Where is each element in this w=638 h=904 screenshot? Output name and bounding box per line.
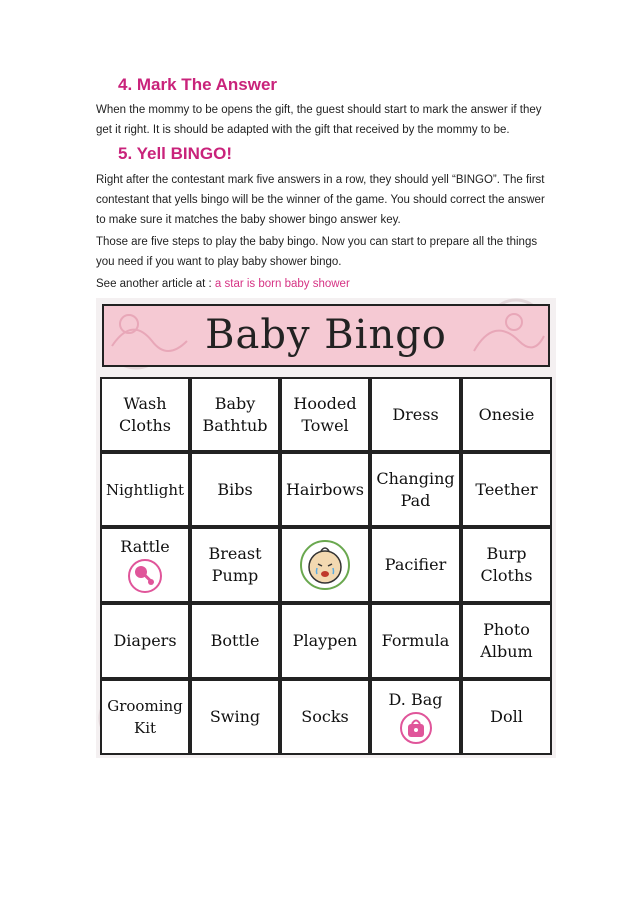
cell-label: Wash Cloths: [119, 393, 171, 435]
bingo-cell: [280, 603, 370, 679]
heading-mark-answer: 4. Mark The Answer: [118, 75, 278, 94]
cell-label: Dress: [392, 404, 439, 424]
see-also-line: [96, 274, 546, 294]
bingo-cell: [190, 377, 280, 452]
bingo-cell: [461, 377, 552, 452]
heading-yell-bingo: 5. Yell BINGO!: [118, 144, 233, 163]
bingo-cell: [190, 452, 280, 527]
cell-label: Burp Cloths: [480, 544, 533, 585]
cell-label: Pacifier: [384, 555, 447, 574]
bingo-cell: [461, 603, 552, 679]
cell-label: Teether: [475, 479, 538, 499]
cell-label: Baby Bathtub: [202, 393, 268, 435]
cell-label: Playpen: [292, 631, 358, 650]
bingo-cell: [370, 527, 461, 603]
cell-label: Diapers: [113, 631, 177, 650]
cell-label: D. Bag: [388, 690, 443, 709]
see-also-link[interactable]: a star is born baby shower: [214, 278, 350, 290]
bingo-cell-free: [280, 527, 370, 603]
bingo-cell: [100, 527, 190, 603]
cell-label: Bottle: [210, 631, 260, 650]
paragraph-mark-answer: When the mommy to be opens the gift, the guest should start to mark the answer if they get it right. It is should be adapted with the gift that received by the mommy to be.: [96, 104, 542, 136]
cell-label: Swing: [209, 707, 261, 726]
rattle-icon: [127, 558, 163, 594]
cell-label: Rattle: [120, 537, 170, 556]
bingo-cell: [461, 679, 552, 755]
cell-label: Grooming Kit: [107, 697, 183, 737]
baby-bingo-card: [96, 298, 556, 758]
bingo-cell: [370, 603, 461, 679]
crying-baby-icon: [299, 539, 351, 591]
cell-label: Breast Pump: [208, 544, 262, 585]
bingo-cell: [461, 452, 552, 527]
bingo-cell: [280, 377, 370, 452]
bingo-title: Baby Bingo: [205, 312, 447, 358]
bingo-cell: [190, 679, 280, 755]
bingo-cell: [280, 452, 370, 527]
bingo-cell: [100, 452, 190, 527]
cell-label: Hairbows: [285, 479, 365, 499]
bingo-title-band: [102, 304, 550, 367]
cell-label: Nightlight: [105, 480, 185, 499]
bingo-cell: [100, 679, 190, 755]
cell-label: Onesie: [478, 404, 535, 424]
bingo-cell: [370, 679, 461, 755]
bingo-cell: [100, 377, 190, 452]
cell-label: Doll: [490, 707, 523, 726]
baby-bag-icon: [399, 711, 433, 745]
cell-label: Photo Album: [480, 620, 533, 661]
bingo-cell: [280, 679, 370, 755]
bingo-cell: [461, 527, 552, 603]
bingo-cell: [100, 603, 190, 679]
cell-label: Socks: [301, 707, 349, 726]
paragraph-yell-bingo: Right after the contestant mark five answers in a row, they should yell “BINGO”. The first contestant that yells bingo will be the winner of the game. You should correct the answer to make sure it matches the baby shower bingo answer key.: [96, 174, 545, 226]
bingo-cell: [190, 527, 280, 603]
see-also-prefix: See another article at :: [96, 278, 215, 290]
paragraph-summary: Those are five steps to play the baby bingo. Now you can start to prepare all the things you need if you want to play baby shower bingo.: [96, 236, 538, 268]
cell-label: Changing Pad: [376, 468, 455, 510]
cell-label: Hooded Towel: [293, 393, 357, 435]
bingo-cell: [190, 603, 280, 679]
bingo-cell: [370, 377, 461, 452]
bingo-cell: [370, 452, 461, 527]
bingo-grid: [100, 377, 552, 755]
cell-label: Bibs: [217, 479, 253, 499]
cell-label: Formula: [381, 631, 450, 650]
